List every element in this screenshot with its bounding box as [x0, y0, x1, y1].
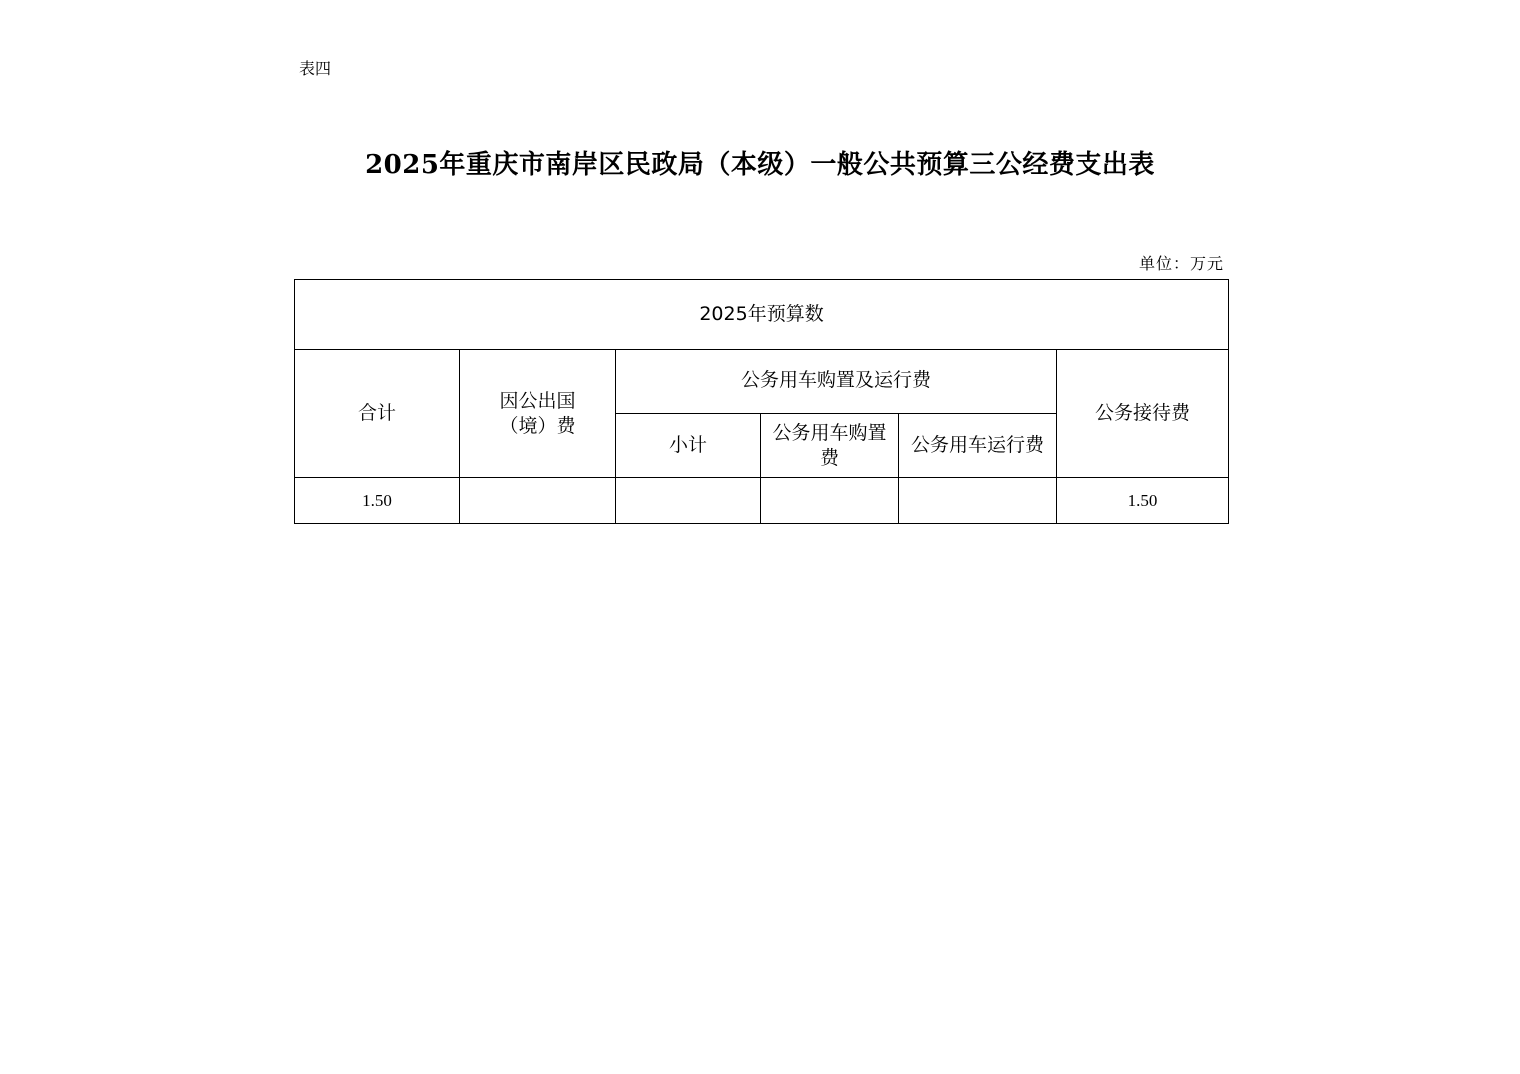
- header-abroad: 因公出国（境）费: [460, 350, 616, 478]
- table-header-row: [295, 350, 1229, 414]
- table-label: 表四: [299, 59, 332, 78]
- unit-label: 单位：万元: [1138, 254, 1224, 273]
- cell-vehicle-purchase: [761, 478, 899, 524]
- cell-total: 1.50: [295, 478, 460, 524]
- page-title: 2025年重庆市南岸区民政局（本级）一般公共预算三公经费支出表: [365, 150, 1155, 180]
- header-total: 合计: [295, 350, 460, 478]
- cell-reception: 1.50: [1057, 478, 1229, 524]
- table-header-row: [295, 280, 1229, 350]
- header-vehicle-subtotal: 小计: [616, 414, 761, 478]
- table-row: [295, 478, 1229, 524]
- cell-vehicle-operation: [899, 478, 1057, 524]
- budget-table: [294, 279, 1229, 524]
- header-reception: 公务接待费: [1057, 350, 1229, 478]
- header-vehicle-purchase: 公务用车购置费: [761, 414, 899, 478]
- header-vehicle-operation: 公务用车运行费: [899, 414, 1057, 478]
- header-vehicle-group: 公务用车购置及运行费: [616, 350, 1057, 414]
- cell-vehicle-subtotal: [616, 478, 761, 524]
- header-budget-year: 2025年预算数: [295, 280, 1229, 350]
- cell-abroad: [460, 478, 616, 524]
